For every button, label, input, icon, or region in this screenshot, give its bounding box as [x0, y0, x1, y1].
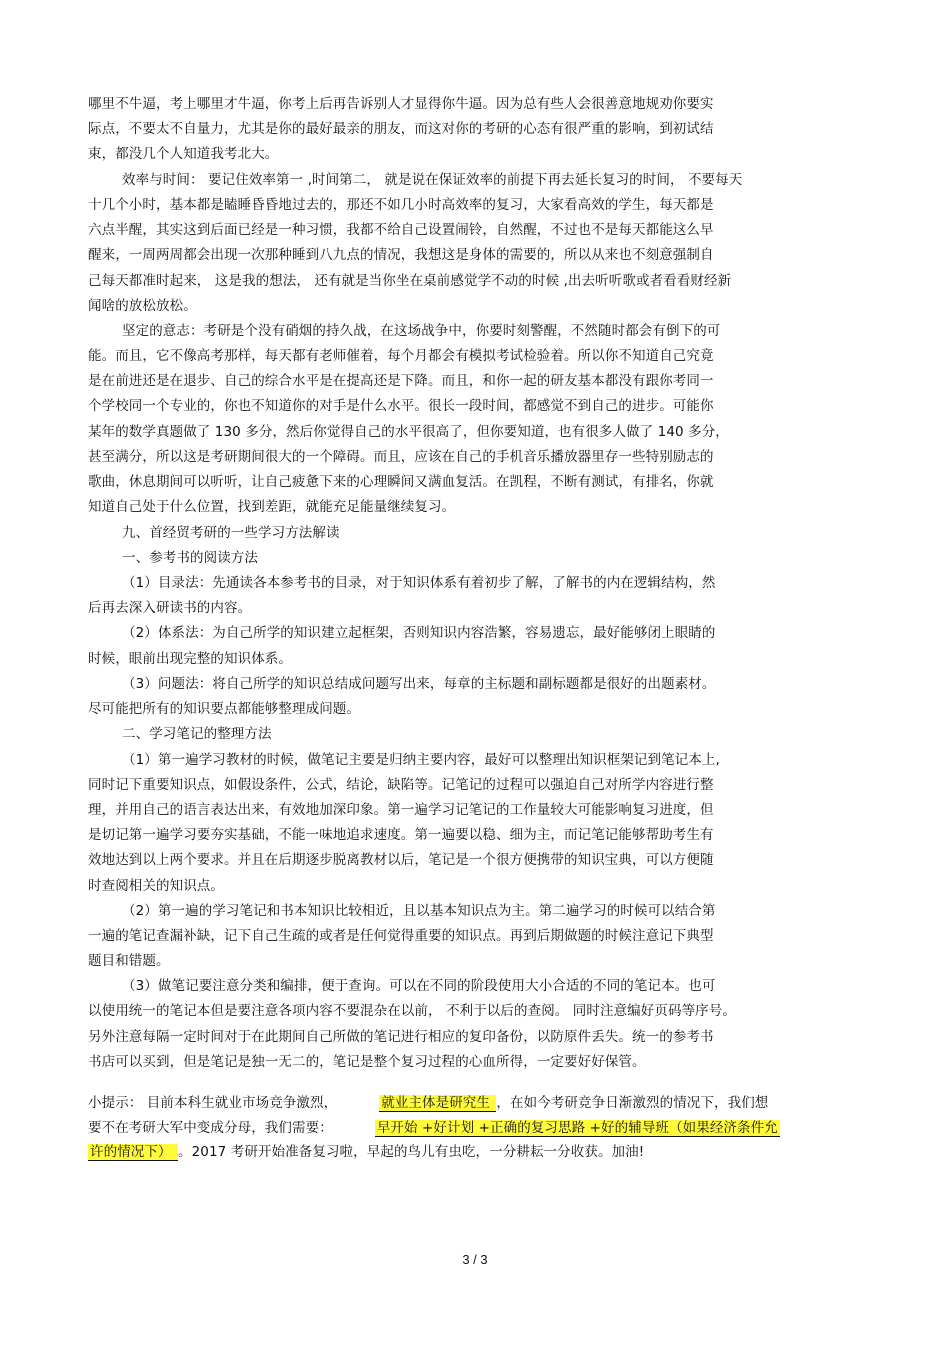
- text-line: 闻啥的放松放松。: [88, 298, 197, 314]
- text-line: 某年的数学真题做了 130 多分，然后你觉得自己的水平很高了，但你要知道，也有很多人做了 140 多分，: [88, 424, 729, 440]
- tip-highlight: 就业主体是研究生: [381, 1095, 495, 1111]
- page-number: 3 / 3: [462, 1252, 488, 1267]
- text-line: 后再去深入研读书的内容。: [88, 600, 252, 616]
- tip-line: [88, 1119, 780, 1137]
- text-line: （2）体系法：为自己所学的知识建立起框架，否则知识内容浩繁，容易遗忘，最好能够闭上眼睛的: [122, 625, 716, 641]
- text-line: 以使用统一的笔记本但是要注意各项内容不要混杂在以前， 不利于以后的查阅。 同时注意编好页码等序号。: [88, 1003, 736, 1019]
- text-line: 时查阅相关的知识点。: [88, 878, 224, 894]
- tip-text: ，在如今考研竞争日渐激烈的情况下，我们想: [496, 1095, 769, 1111]
- text-line: 哪里不牛逼，考上哪里才牛逼，你考上后再告诉别人才显得你牛逼。因为总有些人会很善意地规劝你要实: [88, 96, 714, 112]
- section-heading: 九、首经贸考研的一些学习方法解读: [122, 525, 340, 541]
- subsection-heading: 二、学习笔记的整理方法: [122, 726, 272, 742]
- text-line: 能。而且，它不像高考那样，每天都有老师催着，每个月都会有模拟考试检验着。所以你不知道自己究竟: [88, 348, 714, 364]
- text-line: （3）做笔记要注意分类和编排，便于查询。可以在不同的阶段使用大小合适的不同的笔记本。也可: [122, 978, 716, 994]
- tip-highlight: 早开始 +好计划 +正确的复习思路 +好的辅导班（如果经济条件允: [376, 1120, 778, 1136]
- text-line: 己每天都准时起来， 这是我的想法， 还有就是当你坐在桌前感觉学不动的时候 ,出去听听歌或者看看财经新: [88, 273, 732, 289]
- text-line: （3）问题法：将自己所学的知识总结成问题写出来，每章的主标题和副标题都是很好的出题素材。: [122, 676, 716, 692]
- text-line: 理，并用自己的语言表达出来，有效地加深印象。第一遍学习记笔记的工作量较大可能影响复习进度，但: [88, 802, 714, 818]
- tip-text: 要不在考研大军中变成分母，我们需要：: [88, 1120, 333, 1136]
- text-line: 另外注意每隔一定时间对于在此期间自己所做的笔记进行相应的复印备份，以防原件丢失。统一的参考书: [88, 1029, 714, 1045]
- text-line: 题目和错题。: [88, 953, 170, 969]
- text-line: 效率与时间： 要记住效率第一 ,时间第二， 就是说在保证效率的前提下再去延长复习的时间， 不要每天: [122, 172, 743, 188]
- text-line: 醒来，一周两周都会出现一次那种睡到八九点的情况，我想这是身体的需要的，所以从来也不刻意强制自: [88, 247, 714, 263]
- text-line: 际点，不要太不自量力，尤其是你的最好最亲的朋友，而这对你的考研的心态有很严重的影响，到初试结: [88, 121, 714, 137]
- text-line: 同时记下重要知识点，如假设条件，公式，结论，缺陷等。记笔记的过程可以强迫自己对所学内容进行整: [88, 777, 714, 793]
- text-line: 个学校同一个专业的，你也不知道你的对手是什么水平。很长一段时间，都感觉不到自己的进步。可能你: [88, 398, 714, 414]
- tip-line: [88, 1143, 644, 1161]
- text-line: 时候，眼前出现完整的知识体系。: [88, 651, 292, 667]
- text-line: 一遍的笔记查漏补缺，记下自己生疏的或者是任何觉得重要的知识点。再到后期做题的时候注意记下典型: [88, 928, 714, 944]
- text-line: 知道自己处于什么位置，找到差距，就能充足能量继续复习。: [88, 499, 456, 515]
- text-line: 是切记第一遍学习要夯实基础，不能一味地追求速度。第一遍要以稳、细为主，而记笔记能够帮助考生有: [88, 827, 714, 843]
- text-line: 书店可以买到，但是笔记是独一无二的，笔记是整个复习过程的心血所得，一定要好好保管。: [88, 1054, 646, 1070]
- tip-text: 小提示： 目前本科生就业市场竞争激烈，: [88, 1095, 338, 1111]
- text-line: 十几个小时，基本都是瞌睡昏昏地过去的，那还不如几小时高效率的复习，大家看高效的学生，每天都是: [88, 197, 714, 213]
- subsection-heading: 一、参考书的阅读方法: [122, 550, 258, 566]
- text-line: 甚至满分，所以这是考研期间很大的一个障碍。而且，应该在自己的手机音乐播放器里存一些特别励志的: [88, 449, 714, 465]
- text-line: （1）第一遍学习教材的时候，做笔记主要是归纳主要内容，最好可以整理出知识框架记到笔记本上,: [122, 752, 720, 768]
- text-line: 坚定的意志：考研是个没有硝烟的持久战，在这场战争中，你要时刻警醒，不然随时都会有倒下的可: [122, 323, 721, 339]
- text-line: （2）第一遍的学习笔记和书本知识比较相近，且以基本知识点为主。第二遍学习的时候可以结合第: [122, 903, 716, 919]
- text-line: 尽可能把所有的知识要点都能够整理成问题。: [88, 701, 360, 717]
- tip-line: [88, 1094, 768, 1112]
- text-line: 六点半醒，其实这到后面已经是一种习惯，我都不给自己设置闹铃，自然醒，不过也不是每天都能这么早: [88, 222, 714, 238]
- text-line: 束，都没几个人知道我考北大。: [88, 146, 279, 162]
- text-line: （1）目录法：先通读各本参考书的目录，对于知识体系有着初步了解，了解书的内在逻辑结构，然: [122, 575, 716, 591]
- text-line: 是在前进还是在退步、自己的综合水平是在提高还是下降。而且，和你一起的研友基本都没有跟你考同一: [88, 373, 714, 389]
- text-line: 歌曲，休息期间可以听听，让自己疲惫下来的心理瞬间又满血复活。在凯程，不断有测试，有排名，你就: [88, 474, 714, 490]
- tip-text: 。2017 考研开始准备复习啦，早起的鸟儿有虫吃，一分耕耘一分收获。加油!: [178, 1144, 645, 1160]
- text-line: 效地达到以上两个要求。并且在后期逐步脱离教材以后，笔记是一个很方便携带的知识宝典，可以方便随: [88, 852, 714, 868]
- tip-highlight: 许的情况下）: [90, 1144, 176, 1160]
